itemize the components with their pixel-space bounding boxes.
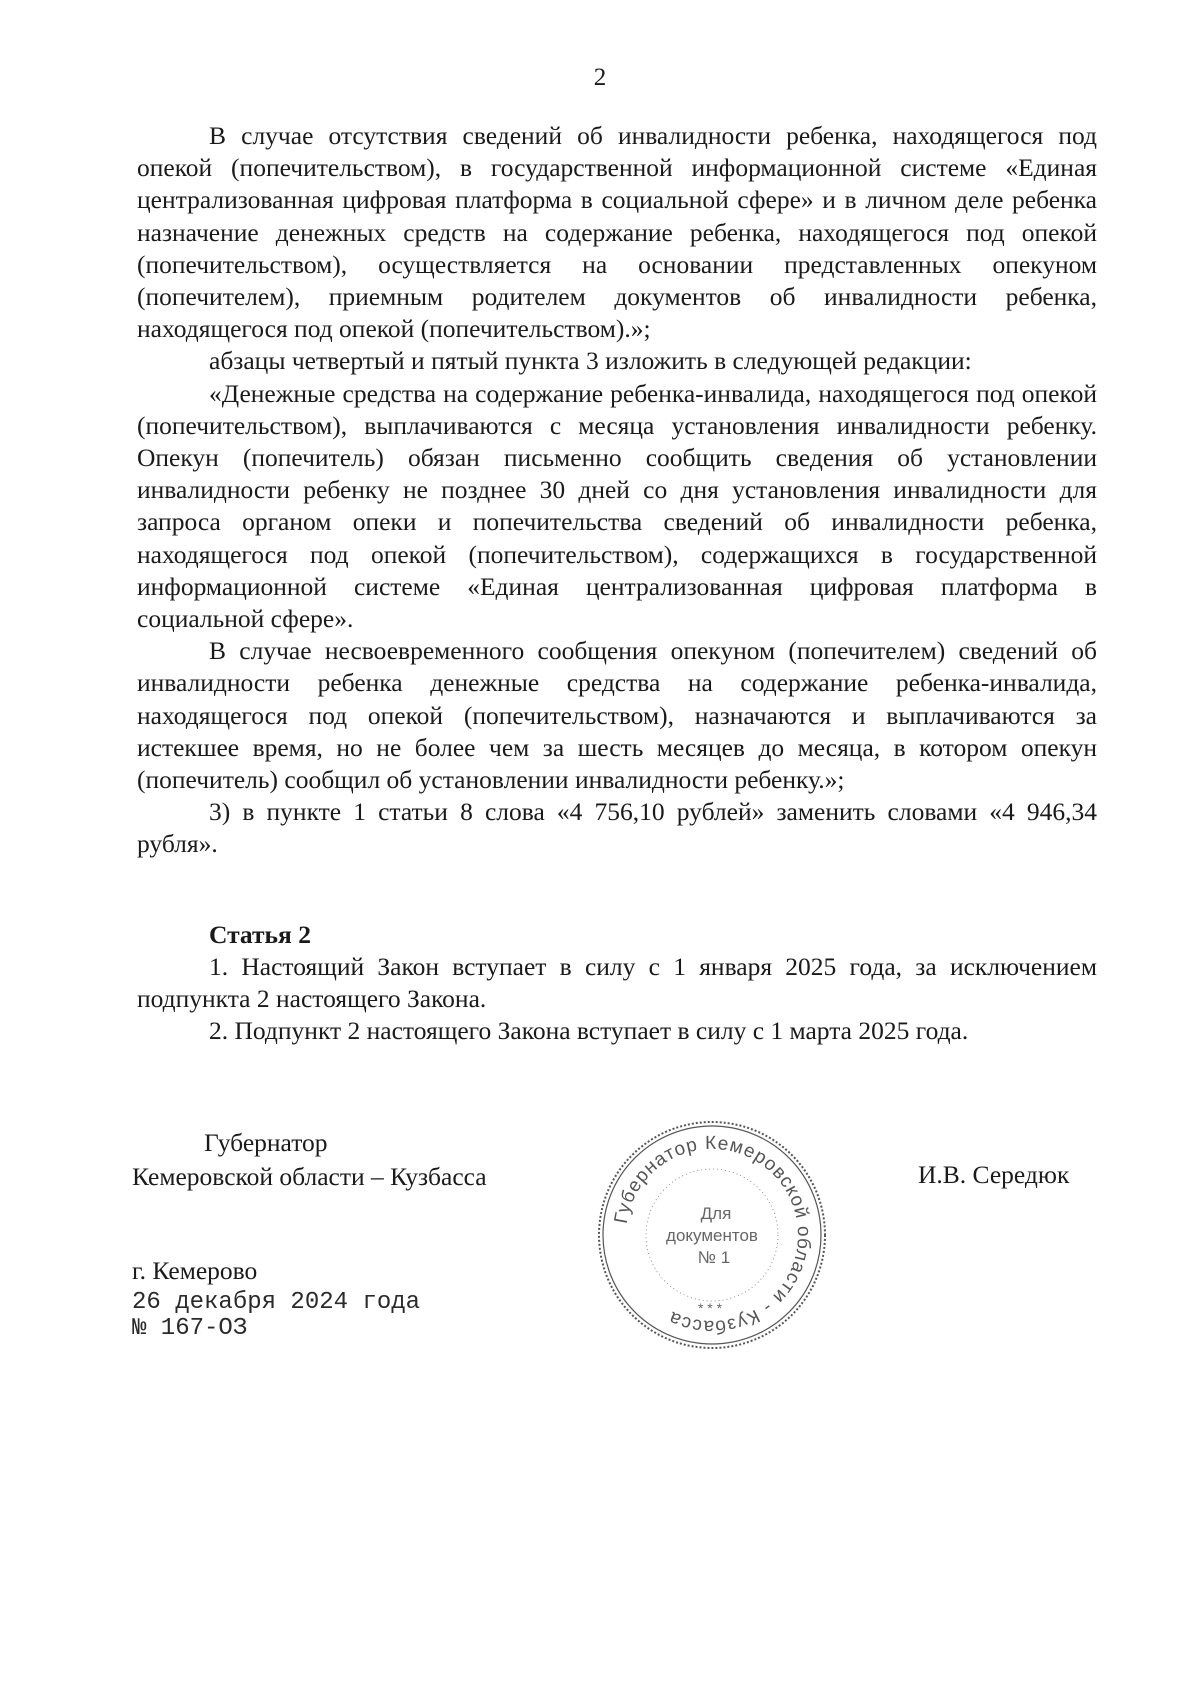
signatory-name: И.В. Середюк (918, 1160, 1070, 1189)
signatory-position (132, 1126, 487, 1194)
article-item: 2. Подпункт 2 настоящего Закона вступает в силу с 1 марта 2025 года. (209, 1016, 969, 1046)
place-of-signing: г. Кемерово (132, 1256, 258, 1285)
seal-stars: * * * (697, 1300, 723, 1316)
article-item: 1. Настоящий Закон вступает в силу с 1 января 2025 года, за исключением подпункта 2 настоящего Закона. (137, 951, 1097, 1014)
seal-center-line: Для (700, 1204, 732, 1223)
paragraph: абзацы четвертый и пятый пункта 3 изложить в следующей редакции: (209, 346, 972, 376)
article-title: Статья 2 (209, 919, 311, 949)
date-and-number (132, 1290, 420, 1342)
paragraph: 3) в пункте 1 статьи 8 слова «4 756,10 рублей» заменить словами «4 946,34 рубля». (137, 797, 1097, 859)
paragraph: В случае несвоевременного сообщения опекуном (попечителем) сведений об инвалидности ребенка денежные средства на содержание ребенка-инвалида, находящегося под опекой (попечительством), назначаются и выплачиваются за истекшее время, но не более чем за шесть месяцев до месяца, в котором опекун (попечитель) сообщил об установлении инвалидности ребенку.»; (137, 636, 1097, 795)
seal-center-line: № 1 (697, 1248, 731, 1267)
official-seal (592, 1115, 832, 1355)
document-body (137, 120, 1097, 1047)
position-line: Губернатор (204, 1128, 328, 1157)
law-number: № 167-ОЗ (132, 1315, 248, 1342)
position-line: Кемеровской области – Кузбасса (132, 1162, 487, 1191)
law-date: 26 декабря 2024 года (132, 1289, 421, 1316)
paragraph: В случае отсутствия сведений об инвалидности ребенка, находящегося под опекой (попечительством), в государственной информационной системе «Единая централизованная цифровая платформа в социальной сфере» и в личном деле ребенка назначение денежных средств на содержание ребенка, находящегося под опекой (попечительством), осуществляется на основании представленных опекуном (попечителем), приемным родителем документов об инвалидности ребенка, находящегося под опекой (попечительством).»; (137, 121, 1097, 344)
page-number: 2 (593, 64, 607, 91)
seal-center-line: документов (666, 1226, 758, 1245)
seal-ring-text: Губернатор Кемеровской области - Кузбасса (610, 1132, 815, 1338)
paragraph: «Денежные средства на содержание ребенка-инвалида, находящегося под опекой (попечительством), выплачиваются с месяца установления инвалидности ребенку. Опекун (попечитель) обязан письменно сообщить сведения об установлении инвалидности ребенку не позднее 30 дней со дня установления инвалидности для запроса органом опеки и попечительства сведений об инвалидности ребенка, находящегося под опекой (попечительством), содержащихся в государственной информационной системе «Единая централизованная цифровая платформа в социальной сфере». (137, 378, 1097, 634)
